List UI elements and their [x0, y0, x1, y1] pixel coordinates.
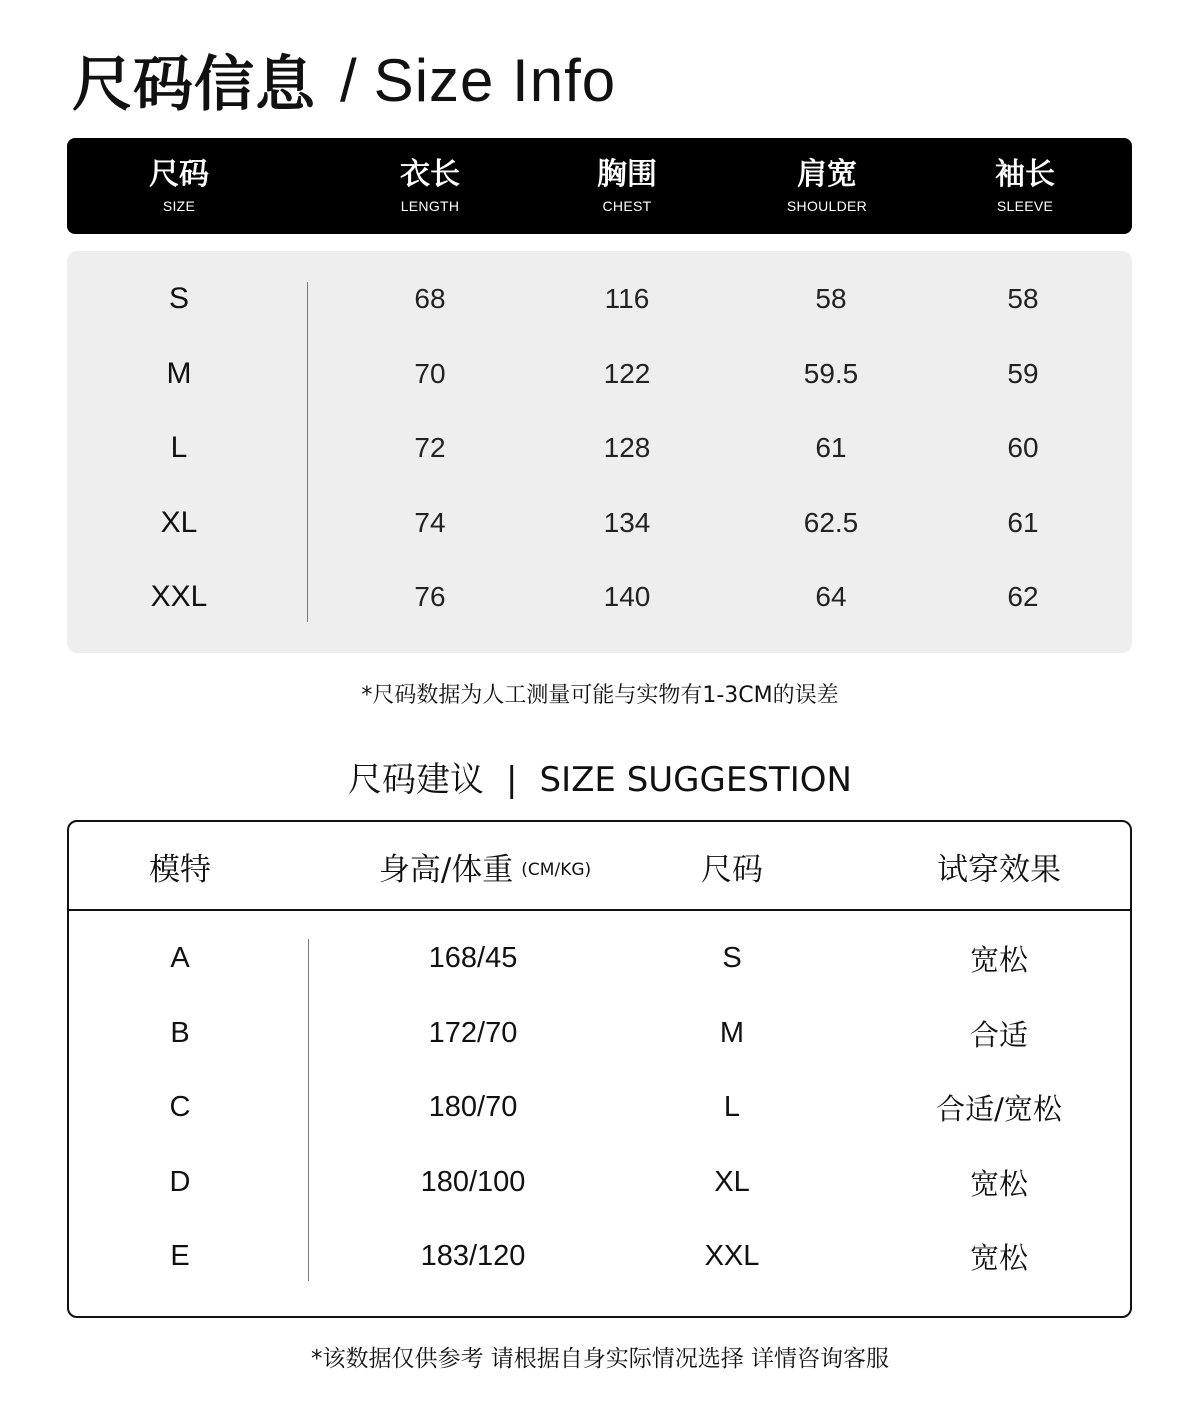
cell-height-weight: 180/70	[428, 1090, 518, 1123]
table-row	[67, 503, 1132, 543]
suggestion-table	[67, 820, 1132, 1318]
header-chest-en: CHEST	[602, 198, 652, 214]
cell-size: L	[170, 431, 188, 464]
header-sleeve-en: SLEEVE	[996, 198, 1054, 214]
page-title-en: Size Info	[373, 46, 617, 114]
page-title-separator: /	[340, 46, 358, 114]
cell-sleeve: 61	[1007, 507, 1039, 538]
cell-size: M	[166, 357, 192, 390]
header-unit: (CM/KG)	[521, 859, 592, 880]
measurement-note: *尺码数据为人工测量可能与实物有1-3CM的误差	[361, 683, 839, 708]
cell-size: XXL	[150, 580, 208, 613]
cell-length: 72	[414, 432, 446, 463]
header-height-weight-label: 身高/体重	[378, 852, 514, 888]
cell-recommended-size: L	[723, 1090, 741, 1123]
header-size-cn: 尺码	[149, 157, 209, 192]
cell-model: C	[169, 1090, 191, 1123]
header-sleeve-cn: 袖长	[995, 157, 1055, 192]
cell-recommended-size: S	[722, 941, 742, 974]
table-row	[67, 279, 1132, 319]
header-shoulder	[727, 138, 927, 234]
cell-sleeve: 58	[1007, 283, 1039, 314]
suggestion-title-separator: |	[506, 760, 518, 800]
table-row	[67, 354, 1132, 394]
cell-model: A	[170, 941, 190, 974]
suggestion-row	[69, 1085, 1130, 1129]
cell-chest: 116	[604, 283, 650, 314]
cell-shoulder: 59.5	[803, 358, 859, 389]
cell-shoulder: 58	[815, 283, 847, 314]
page-title-cn: 尺码信息	[72, 50, 316, 120]
reference-note: *该数据仅供参考 请根据自身实际情况选择 详情咨询客服	[310, 1346, 890, 1372]
cell-fit: 合适/宽松	[936, 1091, 1062, 1126]
table-row	[67, 577, 1132, 617]
cell-length: 70	[414, 358, 446, 389]
header-recommended-size: 尺码	[701, 852, 763, 888]
suggestion-row	[69, 1234, 1130, 1278]
header-shoulder-en: SHOULDER	[786, 198, 868, 214]
size-table-body	[67, 251, 1132, 653]
cell-height-weight: 180/100	[420, 1165, 526, 1198]
cell-shoulder: 61	[815, 432, 847, 463]
header-model: 模特	[149, 852, 211, 888]
page-title	[72, 40, 616, 120]
header-size	[79, 138, 279, 234]
cell-length: 76	[414, 581, 446, 612]
header-shoulder-cn: 肩宽	[797, 157, 857, 192]
cell-model: D	[169, 1165, 191, 1198]
header-chest	[527, 138, 727, 234]
cell-recommended-size: XL	[714, 1165, 750, 1198]
cell-size: XL	[160, 506, 198, 539]
cell-sleeve: 59	[1007, 358, 1039, 389]
suggestion-title	[0, 752, 1200, 801]
cell-sleeve: 60	[1007, 432, 1039, 463]
cell-fit: 合适	[969, 1017, 1028, 1052]
size-table-header	[67, 138, 1132, 234]
cell-height-weight: 183/120	[420, 1239, 526, 1272]
table-row	[67, 428, 1132, 468]
header-length-cn: 衣长	[400, 157, 460, 192]
header-fit: 试穿效果	[937, 852, 1061, 888]
suggestion-title-cn: 尺码建议	[348, 760, 485, 800]
cell-fit: 宽松	[969, 1166, 1028, 1201]
cell-length: 74	[414, 507, 446, 538]
cell-chest: 128	[603, 432, 651, 463]
cell-model: E	[170, 1239, 190, 1272]
header-sleeve	[925, 138, 1125, 234]
header-chest-cn: 胸围	[597, 157, 657, 192]
cell-chest: 140	[603, 581, 651, 612]
cell-fit: 宽松	[969, 1240, 1028, 1275]
cell-size: S	[168, 282, 189, 315]
cell-recommended-size: M	[719, 1016, 745, 1049]
cell-shoulder: 62.5	[803, 507, 859, 538]
cell-chest: 122	[603, 358, 651, 389]
cell-chest: 134	[603, 507, 651, 538]
cell-shoulder: 64	[815, 581, 847, 612]
suggestion-title-en: SIZE SUGGESTION	[539, 760, 852, 800]
cell-model: B	[170, 1016, 190, 1049]
suggestion-row	[69, 1011, 1130, 1055]
suggestion-row	[69, 1160, 1130, 1204]
cell-sleeve: 62	[1007, 581, 1039, 612]
cell-height-weight: 168/45	[428, 941, 518, 974]
header-size-en: SIZE	[162, 198, 196, 214]
cell-length: 68	[414, 283, 446, 314]
cell-recommended-size: XXL	[704, 1239, 760, 1272]
suggestion-row	[69, 936, 1130, 980]
cell-height-weight: 172/70	[428, 1016, 518, 1049]
suggestion-table-header	[69, 822, 1130, 911]
cell-fit: 宽松	[969, 942, 1028, 977]
header-length-en: LENGTH	[400, 198, 460, 214]
header-length	[330, 138, 530, 234]
